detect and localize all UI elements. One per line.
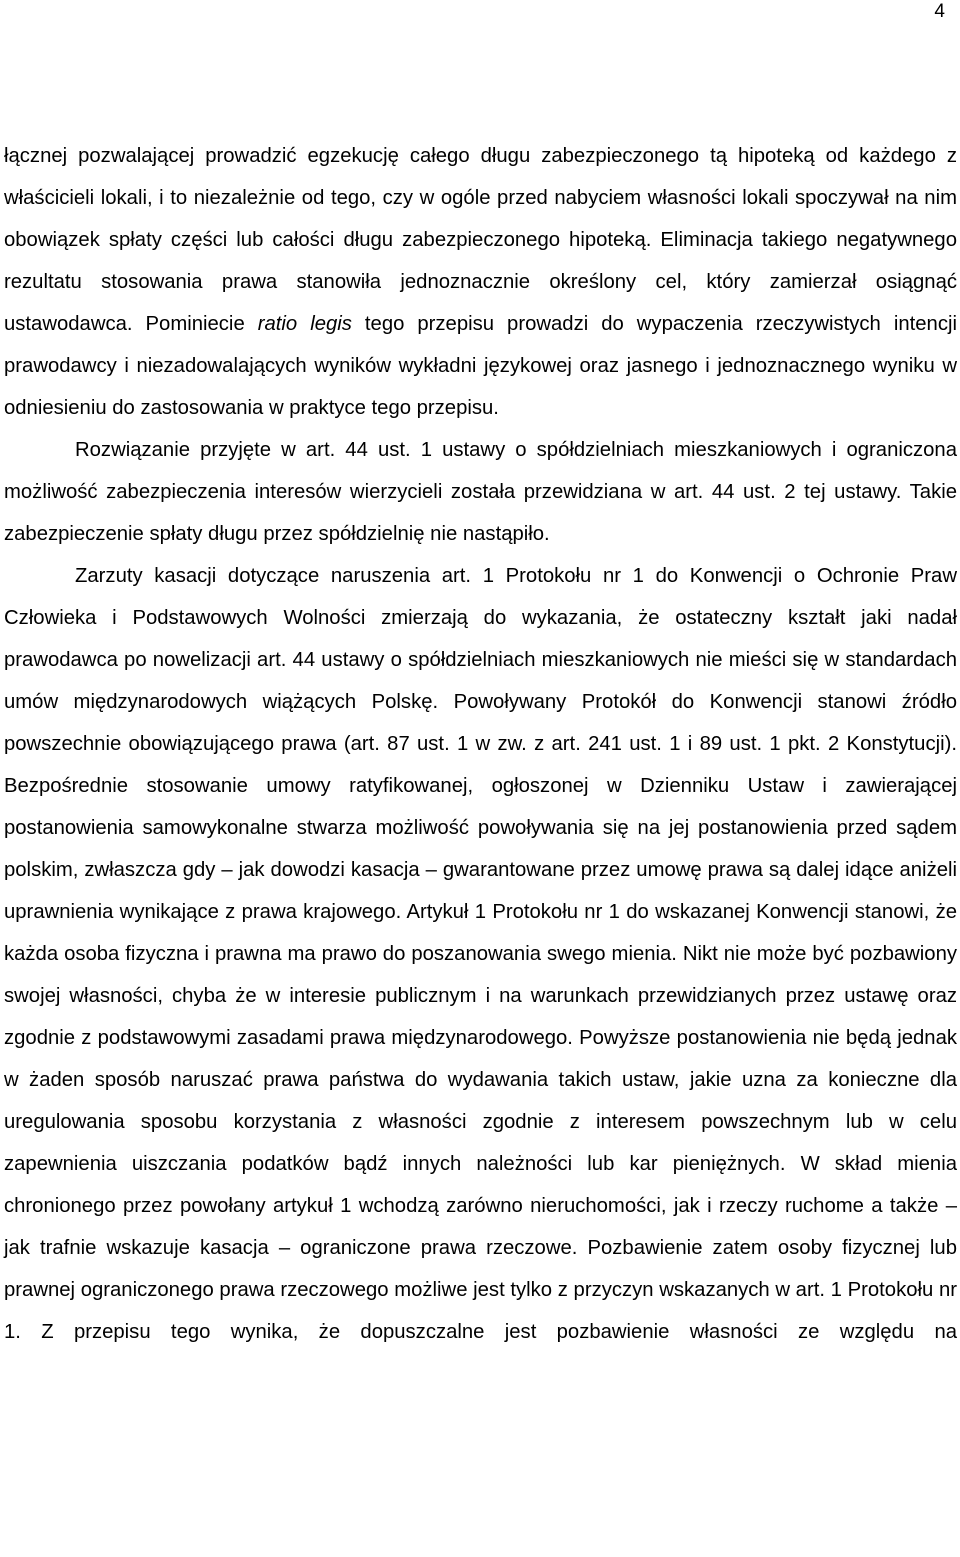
page-number: 4 — [934, 1, 945, 22]
document-body — [4, 135, 957, 1353]
paragraph-1-text-after: tego przepisu prowadzi do wypaczenia rzeczywistych intencji prawodawcy i niezadowalających wyników wykładni językowej oraz jasnego i jednoznacznego wyniku w odniesieniu do zastosowania w praktyce tego przepisu. — [4, 313, 957, 419]
paragraph-1-italic-term: ratio legis — [257, 313, 352, 335]
paragraph-2: Rozwiązanie przyjęte w art. 44 ust. 1 ustawy o spółdzielniach mieszkaniowych i ograniczona możliwość zabezpieczenia interesów wierzycieli została przewidziana w art. 44 ust. 2 tej ustawy. Takie zabezpieczenie spłaty długu przez spółdzielnię nie nastąpiło. — [4, 439, 957, 545]
paragraph-1-text-before: łącznej pozwalającej prowadzić egzekucję całego długu zabezpieczonego tą hipoteką od każdego z właścicieli lokali, i to niezależnie od tego, czy w ogóle przed nabyciem własności lokali spoczywał na nim obowiązek spłaty części lub całości długu zabezpieczonego hipoteką. Eliminacja takiego negatywnego rezultatu stosowania prawa stanowiła jednoznacznie określony cel, który zamierzał osiągnąć ustawodawca. Pominiecie — [4, 145, 957, 335]
paragraph-1 — [4, 135, 957, 429]
paragraph-3: Zarzuty kasacji dotyczące naruszenia art. 1 Protokołu nr 1 do Konwencji o Ochronie Praw Człowieka i Podstawowych Wolności zmierzają do wykazania, że ostateczny kształt jaki nadał prawodawca po nowelizacji art. 44 ustawy o spółdzielniach mieszkaniowych nie mieści się w standardach umów międzynarodowych wiążących Polskę. Powoływany Protokół do Konwencji stanowi źródło powszechnie obowiązującego prawa (art. 87 ust. 1 w zw. z art. 241 ust. 1 i 89 ust. 1 pkt. 2 Konstytucji). Bezpośrednie stosowanie umowy ratyfikowanej, ogłoszonej w Dzienniku Ustaw i zawierającej postanowienia samowykonalne stwarza możliwość powoływania się na jej postanowienia przed sądem polskim, zwłaszcza gdy – jak dowodzi kasacja – gwarantowane przez umowę prawa są dalej idące aniżeli uprawnienia wynikające z prawa krajowego. Artykuł 1 Protokołu nr 1 do wskazanej Konwencji stanowi, że każda osoba fizyczna i prawna ma prawo do poszanowania swego mienia. Nikt nie może być pozbawiony swojej własności, chyba że w interesie publicznym i na warunkach przewidzianych przez ustawę oraz zgodnie z podstawowymi zasadami prawa międzynarodowego. Powyższe postanowienia nie będą jednak w żaden sposób naruszać prawa państwa do wydawania takich ustaw, jakie uzna za konieczne dla uregulowania sposobu korzystania z własności zgodnie z interesem powszechnym lub w celu zapewnienia uiszczania podatków bądź innych należności lub kar pieniężnych. W skład mienia chronionego przez powołany artykuł 1 wchodzą zarówno nieruchomości, jak i rzeczy ruchome a także – jak trafnie wskazuje kasacja – ograniczone prawa rzeczowe. Pozbawienie zatem osoby fizycznej lub prawnej ograniczonego prawa rzeczowego możliwe jest tylko z przyczyn wskazanych w art. 1 Protokołu nr 1. Z przepisu tego wynika, że dopuszczalne jest pozbawienie własności ze względu na — [4, 565, 957, 1343]
